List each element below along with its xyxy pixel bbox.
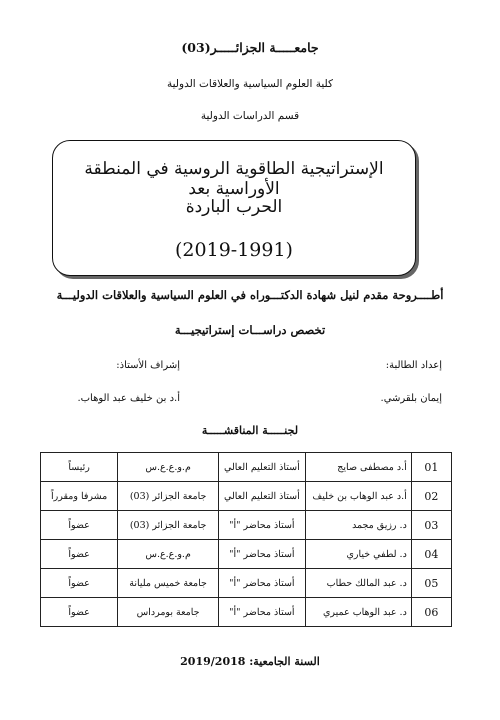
academic-year: السنة الجامعية: 2019/2018 <box>180 655 320 668</box>
committee-title: لجنـــــة المناقشـــــة <box>201 424 299 437</box>
committee-number: 01 <box>411 453 451 482</box>
thesis-period: (2019-1991) <box>175 239 293 261</box>
title-box <box>52 140 416 276</box>
supervisor-label: إشراف الأستاذ: <box>116 360 180 371</box>
committee-member-name: د. رزيق مجمد <box>305 511 411 540</box>
thesis-title-line1: الإستراتيجية الطاقوية الروسية في المنطقة الأوراسية بعد <box>84 159 384 199</box>
committee-member-name: أ.د عبد الوهاب بن خليف <box>305 482 411 511</box>
committee-member-institution: م.و.ع.ع.س <box>118 540 219 569</box>
committee-member-name: د. لطفي خياري <box>305 540 411 569</box>
committee-member-role: عضواً <box>41 569 118 598</box>
committee-member-rank: أستاذ التعليم العالي <box>219 482 306 511</box>
committee-row <box>41 453 452 482</box>
department-name: قسم الدراسات الدولية <box>200 110 300 122</box>
committee-member-name: أ.د مصطفى صايج <box>305 453 411 482</box>
faculty-name: كلية العلوم السياسية والعلاقات الدولية <box>167 78 333 90</box>
committee-member-rank: أستاذ التعليم العالي <box>219 453 306 482</box>
university-name: جامعـــــة الجزائـــــر(03) <box>181 40 319 55</box>
committee-member-role: عضواً <box>41 511 118 540</box>
thesis-statement: أطــــروحة مقدم لنيل شهادة الدكتـــوراه في العلوم السياسية والعلاقات الدوليـــة <box>56 288 444 302</box>
committee-member-name: د. عبد الوهاب عميري <box>305 598 411 627</box>
committee-member-role: عضواً <box>41 598 118 627</box>
committee-member-role: مشرفا ومقرراً <box>41 482 118 511</box>
committee-member-rank: أستاذ محاضر "أ" <box>219 598 306 627</box>
committee-member-institution: جامعة خميس مليانة <box>118 569 219 598</box>
committee-member-role: رئيساً <box>41 453 118 482</box>
committee-row <box>41 569 452 598</box>
committee-number: 04 <box>411 540 451 569</box>
committee-member-rank: أستاذ محاضر "أ" <box>219 511 306 540</box>
committee-member-role: عضواً <box>41 540 118 569</box>
committee-member-institution: جامعة الجزائر (03) <box>118 511 219 540</box>
student-label: إعداد الطالبة: <box>385 360 442 371</box>
committee-member-institution: جامعة الجزائر (03) <box>118 482 219 511</box>
specialization: تخصص دراســـات إستراتيجيـــة <box>174 323 326 337</box>
supervisor-name: أ.د بن خليف عبد الوهاب. <box>77 393 180 404</box>
committee-row <box>41 598 452 627</box>
student-name: إيمان بلقرشي. <box>380 393 442 404</box>
committee-member-rank: أستاذ محاضر "أ" <box>219 540 306 569</box>
committee-member-institution: م.و.ع.ع.س <box>118 453 219 482</box>
committee-number: 02 <box>411 482 451 511</box>
committee-number: 05 <box>411 569 451 598</box>
committee-number: 03 <box>411 511 451 540</box>
committee-member-rank: أستاذ محاضر "أ" <box>219 569 306 598</box>
committee-row <box>41 511 452 540</box>
committee-table <box>40 452 452 627</box>
committee-number: 06 <box>411 598 451 627</box>
committee-row <box>41 540 452 569</box>
committee-member-institution: جامعة بومرداس <box>118 598 219 627</box>
committee-row <box>41 482 452 511</box>
committee-member-name: د. عبد المالك حطاب <box>305 569 411 598</box>
thesis-title-line2: الحرب الباردة <box>185 197 283 217</box>
